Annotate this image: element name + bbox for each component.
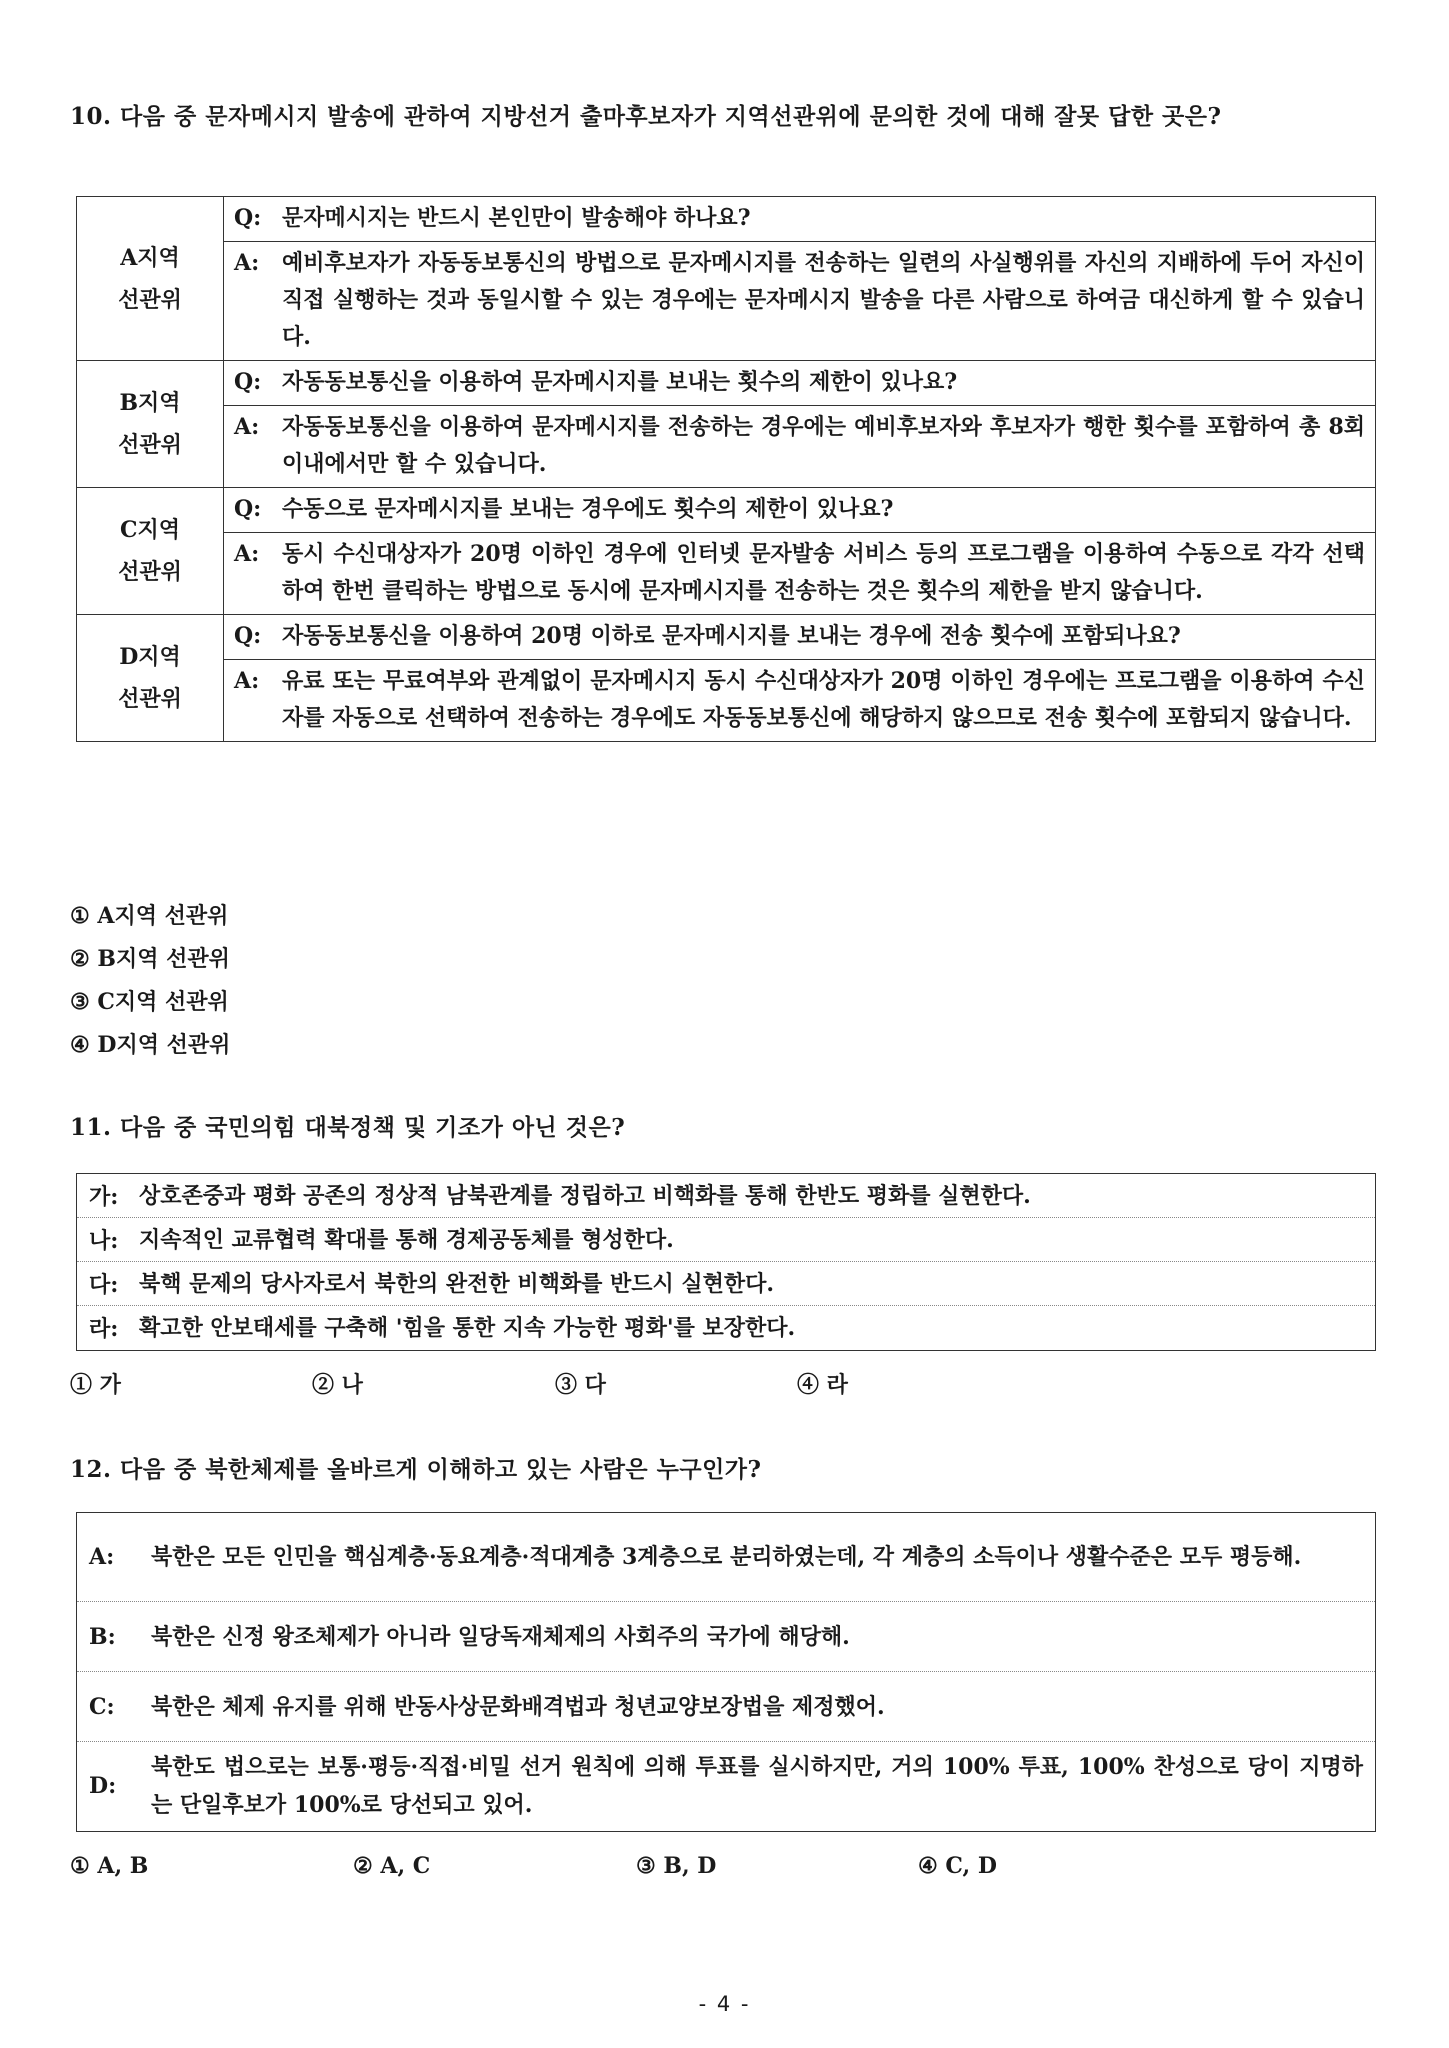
q11-choices xyxy=(70,1365,1370,1405)
q11-item-ga xyxy=(77,1174,1375,1218)
item-label: B: xyxy=(89,1623,116,1650)
q12-item-d xyxy=(77,1742,1375,1830)
question-text: 자동동보통신을 이용하여 문자메시지를 보내는 횟수의 제한이 있나요? xyxy=(282,369,958,395)
region-d xyxy=(77,615,224,742)
answer-text: 동시 수신대상자가 20명 이하인 경우에 인터넷 문자발송 서비스 등의 프로그램을 이용하여 수동으로 각각 선택하여 한번 클릭하는 방법으로 동시에 문자메시지를 전송하는 것은 횟수의 제한을 받지 않습니다. xyxy=(282,541,1365,604)
a-label: A: xyxy=(234,541,260,567)
item-label: D: xyxy=(89,1773,117,1799)
item-text: 북한은 모든 인민을 핵심계층·동요계층·적대계층 3계층으로 분리하였는데, 각 계층의 소득이나 생활수준은 모두 평등해. xyxy=(151,1544,1302,1570)
q12-choices xyxy=(70,1846,1370,1886)
item-label: 가: xyxy=(89,1184,119,1210)
item-label: C: xyxy=(89,1693,115,1720)
item-text: 북핵 문제의 당사자로서 북한의 완전한 비핵화를 반드시 실현한다. xyxy=(139,1270,775,1297)
answer-text: 유료 또는 무료여부와 관계없이 문자메시지 동시 수신대상자가 20명 이하인 경우에는 프로그램을 이용하여 수신자를 자동으로 선택하여 전송하는 경우에도 자동동보통신에 해당하지 않으므로 전송 횟수에 포함되지 않습니다. xyxy=(282,668,1365,731)
q-label: Q: xyxy=(234,205,262,231)
question-12-title: 12. 다음 중 북한체제를 올바르게 이해하고 있는 사람은 누구인가? xyxy=(70,1456,762,1483)
region-a xyxy=(77,197,224,361)
question-10-title: 10. 다음 중 문자메시지 발송에 관하여 지방선거 출마후보자가 지역선관위에 문의한 것에 대해 잘못 답한 곳은? xyxy=(70,103,1222,130)
q10-row-a-question xyxy=(77,197,1376,242)
region-name: A지역 xyxy=(120,244,180,271)
item-text: 북한도 법으로는 보통·평등·직접·비밀 선거 원칙에 의해 투표를 실시하지만, 거의 100% 투표, 100% 찬성으로 당이 지명하는 단일후보가 100%로 당선되고 있어. xyxy=(151,1754,1363,1818)
region-suffix: 선관위 xyxy=(118,686,182,712)
q10-row-c-answer xyxy=(77,533,1376,615)
region-name: B지역 xyxy=(119,390,181,416)
item-text: 상호존중과 평화 공존의 정상적 남북관계를 정립하고 비핵화를 통해 한반도 평화를 실현한다. xyxy=(139,1182,1031,1209)
q11-choice-3[interactable]: ③ 다 xyxy=(555,1372,606,1398)
region-suffix: 선관위 xyxy=(118,286,182,313)
q11-choice-1[interactable]: ① 가 xyxy=(70,1372,121,1398)
q11-item-ra xyxy=(77,1306,1375,1349)
q12-choice-3[interactable]: ③ B, D xyxy=(636,1853,717,1879)
q10-choice-4[interactable]: ④ D지역 선관위 xyxy=(70,1032,231,1058)
q11-choice-4[interactable]: ④ 라 xyxy=(797,1372,848,1398)
q10-row-b-answer xyxy=(77,406,1376,488)
q11-item-na xyxy=(77,1218,1375,1262)
item-label: 라: xyxy=(89,1316,119,1342)
answer-text: 예비후보자가 자동동보통신의 방법으로 문자메시지를 전송하는 일련의 사실행위를 자신의 지배하에 두어 자신이 직접 실행하는 것과 동일시할 수 있는 경우에는 문자메시지 발송을 다른 사람으로 하여금 대신하게 할 수 있습니다. xyxy=(282,250,1365,350)
q10-qa-table xyxy=(76,196,1376,742)
q11-choice-2[interactable]: ② 나 xyxy=(312,1372,363,1398)
q-label: Q: xyxy=(234,623,262,649)
q12-choice-2[interactable]: ② A, C xyxy=(353,1853,431,1879)
q-label: Q: xyxy=(234,369,262,395)
region-suffix: 선관위 xyxy=(118,432,182,458)
q12-item-b xyxy=(77,1602,1375,1672)
q12-statement-box xyxy=(76,1512,1376,1832)
region-name: D지역 xyxy=(119,644,181,670)
q10-row-d-answer xyxy=(77,660,1376,742)
q10-row-b-question xyxy=(77,361,1376,406)
q10-choice-2[interactable]: ② B지역 선관위 xyxy=(70,946,230,972)
question-11-title: 11. 다음 중 국민의힘 대북정책 및 기조가 아닌 것은? xyxy=(70,1114,626,1141)
q-label: Q: xyxy=(234,496,262,522)
q12-choice-4[interactable]: ④ C, D xyxy=(918,1853,997,1879)
q12-item-c xyxy=(77,1672,1375,1742)
q11-item-da xyxy=(77,1262,1375,1306)
item-text: 확고한 안보태세를 구축해 '힘을 통한 지속 가능한 평화'를 보장한다. xyxy=(139,1314,796,1341)
item-text: 지속적인 교류협력 확대를 통해 경제공동체를 형성한다. xyxy=(139,1226,674,1253)
a-label: A: xyxy=(234,414,260,440)
q12-choice-1[interactable]: ① A, B xyxy=(70,1853,149,1879)
q10-row-a-answer xyxy=(77,242,1376,361)
q10-choice-1[interactable]: ① A지역 선관위 xyxy=(70,903,229,929)
a-label: A: xyxy=(234,250,260,276)
item-label: 나: xyxy=(89,1228,119,1254)
q11-statement-box xyxy=(76,1173,1376,1351)
region-name: C지역 xyxy=(119,517,180,543)
item-text: 북한은 신정 왕조체제가 아니라 일당독재체제의 사회주의 국가에 해당해. xyxy=(151,1623,850,1650)
question-text: 자동동보통신을 이용하여 20명 이하로 문자메시지를 보내는 경우에 전송 횟수에 포함되나요? xyxy=(282,623,1181,649)
region-suffix: 선관위 xyxy=(118,559,182,585)
region-b xyxy=(77,361,224,488)
page-number: - 4 - xyxy=(698,1992,751,2016)
q10-row-d-question xyxy=(77,615,1376,660)
question-text: 문자메시지는 반드시 본인만이 발송해야 하나요? xyxy=(282,205,751,231)
q10-choice-3[interactable]: ③ C지역 선관위 xyxy=(70,989,229,1015)
item-text: 북한은 체제 유지를 위해 반동사상문화배격법과 청년교양보장법을 제정했어. xyxy=(151,1693,885,1720)
region-c xyxy=(77,488,224,615)
q10-row-c-question xyxy=(77,488,1376,533)
answer-text: 자동동보통신을 이용하여 문자메시지를 전송하는 경우에는 예비후보자와 후보자가 행한 횟수를 포함하여 총 8회 이내에서만 할 수 있습니다. xyxy=(282,414,1365,477)
item-label: A: xyxy=(89,1544,115,1570)
a-label: A: xyxy=(234,668,260,694)
item-label: 다: xyxy=(89,1272,119,1298)
question-text: 수동으로 문자메시지를 보내는 경우에도 횟수의 제한이 있나요? xyxy=(282,496,894,522)
q10-choices xyxy=(70,895,230,1067)
q12-item-a xyxy=(77,1513,1375,1602)
